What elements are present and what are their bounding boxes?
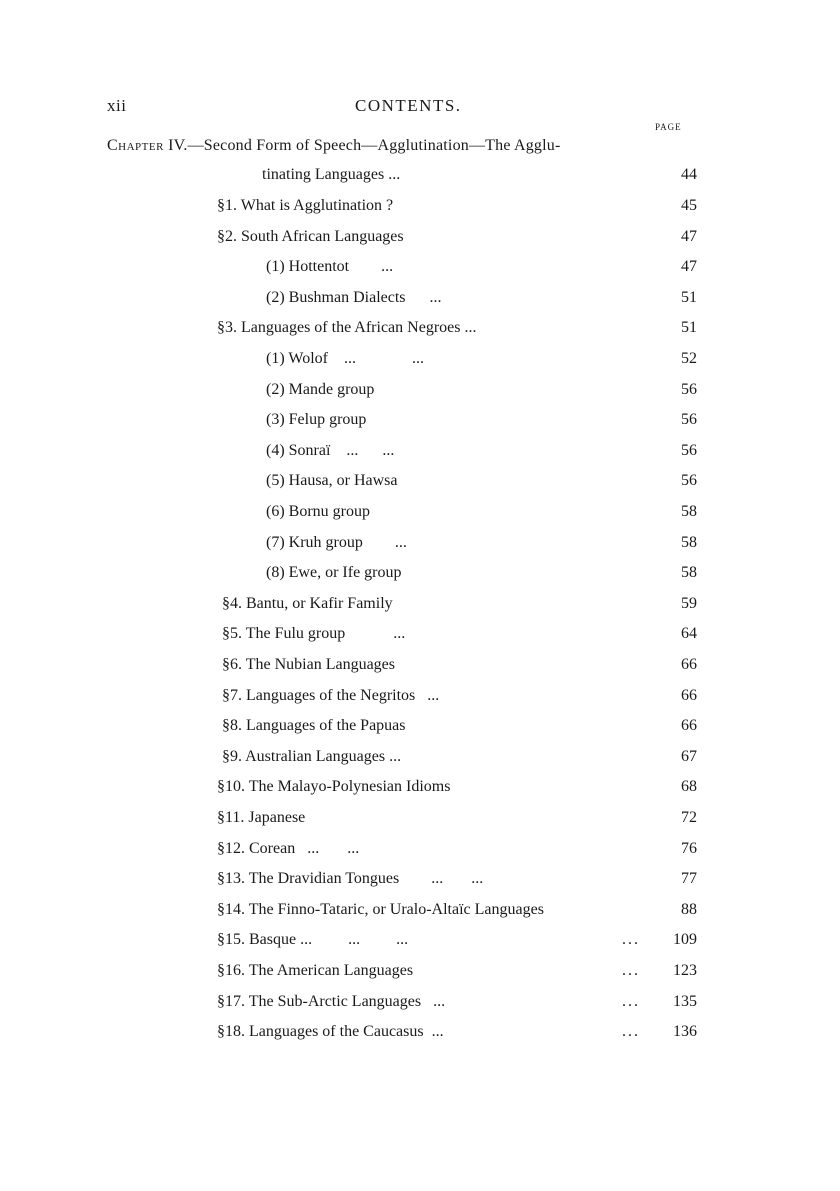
toc-entry <box>266 287 442 309</box>
toc-entry <box>222 746 401 768</box>
toc-entry-page: 56 <box>681 381 697 398</box>
toc-entry-page: 135 <box>673 993 697 1010</box>
toc-entry-number: §6. <box>222 656 242 673</box>
toc-entry <box>217 776 450 798</box>
toc-entry-title: Hottentot ... <box>284 258 394 275</box>
toc-entry-number: §10. <box>217 778 245 795</box>
toc-entry-number: §13. <box>217 870 245 887</box>
toc-entry-title: Ewe, or Ife group <box>284 564 402 581</box>
toc-entry-number: §8. <box>222 717 242 734</box>
toc-entry-page: 66 <box>681 717 697 734</box>
toc-entry <box>266 440 394 462</box>
toc-entry-title: Kruh group ... <box>284 534 407 551</box>
toc-entry-title: Mande group <box>284 381 375 398</box>
toc-entry-number: (7) <box>266 534 285 551</box>
toc-entry-number: §9. <box>222 748 242 765</box>
toc-entry-title: The Nubian Languages <box>242 656 395 673</box>
toc-entry <box>266 501 370 523</box>
toc-entry-title: Corean ... ... <box>245 840 360 857</box>
toc-entry-title: What is Agglutination ? <box>237 197 394 214</box>
toc-entry-page: 64 <box>681 625 697 642</box>
toc-entry <box>217 868 483 890</box>
toc-entry-number: §15. <box>217 931 245 948</box>
toc-entry-page: 59 <box>681 595 697 612</box>
toc-entry-number: §2. <box>217 228 237 245</box>
toc-entry <box>266 562 402 584</box>
chapter-title-continuation <box>262 164 400 186</box>
toc-entry <box>266 409 366 431</box>
toc-entry-page: 52 <box>681 350 697 367</box>
toc-entry-number: §12. <box>217 840 245 857</box>
toc-entry-number: (1) <box>266 350 285 367</box>
toc-entry-title: Basque ... ... ... <box>245 931 409 948</box>
toc-entry-number: §5. <box>222 625 242 642</box>
toc-entry-title: Sonraï ... ... <box>284 442 395 459</box>
page-column-label: PAGE <box>655 122 682 132</box>
toc-entry-title: Bornu group <box>284 503 370 520</box>
toc-entry-title: Bushman Dialects ... <box>284 289 442 306</box>
toc-entry-number: §3. <box>217 319 237 336</box>
toc-entry-title: Wolof ... ... <box>284 350 424 367</box>
toc-entry-title: The Sub-Arctic Languages ... <box>245 993 446 1010</box>
toc-entry <box>217 929 408 951</box>
chapter-page-number: 44 <box>681 166 697 183</box>
toc-entry-page: 109 <box>673 931 697 948</box>
toc-entry-number: §7. <box>222 687 242 704</box>
toc-entry-page: 51 <box>681 319 697 336</box>
toc-entry-page: 58 <box>681 534 697 551</box>
toc-entry <box>217 838 359 860</box>
toc-entry-title: The Malayo-Polynesian Idioms <box>245 778 451 795</box>
toc-entry-number: (2) <box>266 381 285 398</box>
toc-entry <box>217 807 305 829</box>
toc-entry-title: Australian Languages ... <box>242 748 402 765</box>
toc-entry-number: (8) <box>266 564 285 581</box>
toc-entry <box>217 195 393 217</box>
toc-entry-number: §16. <box>217 962 245 979</box>
chapter-heading <box>107 137 561 155</box>
toc-entry-number: (4) <box>266 442 285 459</box>
toc-entry <box>266 348 424 370</box>
toc-entry-page: 56 <box>681 411 697 428</box>
chapter-label: Chapter <box>107 137 164 154</box>
toc-entry-page: 66 <box>681 656 697 673</box>
toc-entry-leader: ... <box>622 1023 640 1040</box>
toc-entry-page: 58 <box>681 564 697 581</box>
toc-entry <box>266 256 393 278</box>
toc-entry <box>266 470 398 492</box>
toc-entry <box>222 654 395 676</box>
toc-entry-leader: ... <box>622 993 640 1010</box>
toc-entry-title: Languages of the Negritos ... <box>242 687 440 704</box>
toc-entry-page: 72 <box>681 809 697 826</box>
toc-entry-page: 47 <box>681 258 697 275</box>
chapter-number: IV. <box>168 137 188 154</box>
toc-entry-number: §4. <box>222 595 242 612</box>
toc-entry-number: (3) <box>266 411 285 428</box>
toc-entry-page: 136 <box>673 1023 697 1040</box>
toc-entry-page: 56 <box>681 442 697 459</box>
toc-entry <box>217 317 476 339</box>
toc-entry-page: 123 <box>673 962 697 979</box>
toc-entry <box>266 379 374 401</box>
page-folio: xii <box>107 96 127 115</box>
toc-entry-number: §11. <box>217 809 245 826</box>
toc-entry-page: 67 <box>681 748 697 765</box>
chapter-title-line2: tinating Languages ... <box>262 166 401 183</box>
toc-entry-leader: ... <box>622 931 640 948</box>
toc-entry <box>266 532 407 554</box>
toc-entry-title: South African Languages <box>237 228 404 245</box>
toc-entry-page: 56 <box>681 472 697 489</box>
toc-entry-number: §17. <box>217 993 245 1010</box>
toc-entry-page: 76 <box>681 840 697 857</box>
toc-entry <box>222 593 393 615</box>
toc-entry <box>217 991 445 1013</box>
toc-entry-title: Hausa, or Hawsa <box>284 472 398 489</box>
toc-entry-title: Bantu, or Kafir Family <box>242 595 393 612</box>
toc-entry-page: 68 <box>681 778 697 795</box>
toc-entry-title: The Dravidian Tongues ... ... <box>245 870 484 887</box>
toc-entry-title: Felup group <box>284 411 367 428</box>
toc-entry-title: Languages of the Caucasus ... <box>245 1023 444 1040</box>
toc-entry-number: (1) <box>266 258 285 275</box>
toc-entry-page: 77 <box>681 870 697 887</box>
toc-entry-title: The Fulu group ... <box>242 625 406 642</box>
toc-entry <box>217 960 413 982</box>
toc-entry-number: §1. <box>217 197 237 214</box>
running-title: CONTENTS. <box>355 96 462 115</box>
toc-entry-page: 45 <box>681 197 697 214</box>
running-head <box>0 96 840 118</box>
toc-entry-page: 88 <box>681 901 697 918</box>
toc-entry-page: 51 <box>681 289 697 306</box>
toc-entry <box>222 623 405 645</box>
toc-entry-page: 58 <box>681 503 697 520</box>
toc-entry-title: Japanese <box>244 809 306 826</box>
toc-entry-leader: ... <box>622 962 640 979</box>
toc-entry-number: (6) <box>266 503 285 520</box>
toc-entry-number: (5) <box>266 472 285 489</box>
toc-entry-number: (2) <box>266 289 285 306</box>
toc-entry-page: 66 <box>681 687 697 704</box>
toc-entry <box>222 685 439 707</box>
toc-entry <box>217 1021 444 1043</box>
toc-entry-page: 47 <box>681 228 697 245</box>
toc-entry-title: Languages of the Papuas <box>242 717 406 734</box>
toc-entry-number: §18. <box>217 1023 245 1040</box>
toc-entry <box>217 899 544 921</box>
chapter-title-line1: —Second Form of Speech—Agglutination—The Agglu- <box>187 137 561 154</box>
toc-entry-title: The American Languages <box>245 962 414 979</box>
toc-entry-number: §14. <box>217 901 245 918</box>
toc-entry <box>217 226 404 248</box>
toc-entry-title: Languages of the African Negroes ... <box>237 319 477 336</box>
toc-entry-title: The Finno-Tataric, or Uralo-Altaïc Languages <box>245 901 544 918</box>
toc-entry <box>222 715 406 737</box>
